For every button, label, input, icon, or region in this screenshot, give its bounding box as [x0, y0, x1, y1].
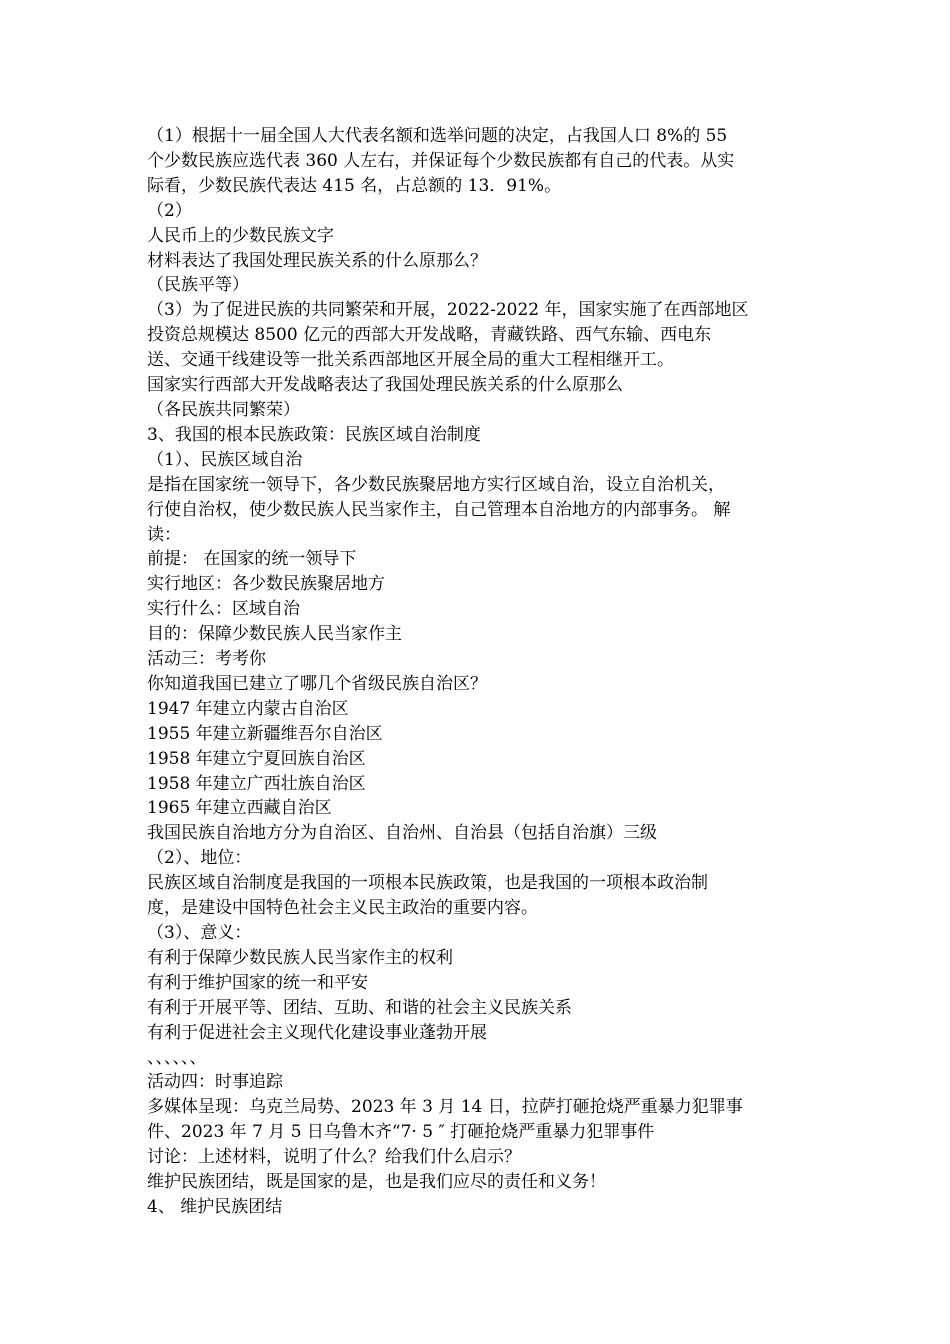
subsection-heading: （1）、民族区域自治: [147, 449, 303, 470]
list-item: 1965 年建立西藏自治区: [147, 798, 332, 819]
list-item: 有利于促进社会主义现代化建设事业蓬勃开展: [147, 1022, 487, 1043]
text-line: 讨论：上述材料，说明了什么？给我们什么启示？: [147, 1147, 521, 1168]
text-line: 个少数民族应选代表 360 人左右，并保证每个少数民族都有自己的代表。从实: [147, 150, 735, 171]
text-line: 实行什么：区域自治: [147, 599, 300, 620]
text-line: 行使自治权，使少数民族人民当家作主，自己管理本自治地方的内部事务。 解: [147, 499, 731, 520]
subsection-heading: （2）、地位：: [147, 848, 252, 869]
list-item: 有利于维护国家的统一和平安: [147, 972, 368, 993]
text-line: 多媒体呈现：乌克兰局势、2023 年 3 月 14 日，拉萨打砸抢烧严重暴力犯罪事: [147, 1097, 743, 1118]
activity-heading: 活动四：时事追踪: [147, 1072, 283, 1093]
section-heading: 3、我国的根本民族政策：民族区域自治制度: [147, 424, 481, 445]
text-line: 实行地区：各少数民族聚居地方: [147, 574, 385, 595]
text-line: 度，是建设中国特色社会主义民主政治的重要内容。: [147, 898, 538, 919]
activity-heading: 活动三：考考你: [147, 649, 266, 670]
text-line: 维护民族团结，既是国家的是，也是我们应尽的责任和义务！: [147, 1172, 606, 1193]
text-line: 是指在国家统一领导下，各少数民族聚居地方实行区域自治，设立自治机关，: [147, 474, 725, 495]
text-line: 材料表达了我国处理民族关系的什么原那么？: [147, 250, 487, 271]
document-body: [147, 124, 815, 1220]
list-item: 有利于保障少数民族人民当家作主的权利: [147, 947, 453, 968]
text-line: 前提： 在国家的统一领导下: [147, 549, 357, 570]
text-line: 目的：保障少数民族人民当家作主: [147, 624, 402, 645]
text-line: 我国民族自治地方分为自治区、自治州、自治县（包括自治旗）三级: [147, 823, 657, 844]
text-line: （1）根据十一届全国人大代表名额和选举问题的决定，占我国人口 8%的 55: [147, 126, 728, 146]
text-line: 你知道我国已建立了哪几个省级民族自治区？: [147, 673, 487, 694]
text-line: 人民币上的少数民族文字: [147, 225, 334, 246]
text-line: （民族平等）: [147, 275, 249, 296]
list-item: 1955 年建立新疆维吾尔自治区: [147, 723, 383, 744]
text-line: 民族区域自治制度是我国的一项根本民族政策，也是我国的一项根本政治制: [147, 873, 708, 894]
list-item: 1958 年建立广西壮族自治区: [147, 773, 366, 794]
text-line: 件、2023 年 7 月 5 日乌鲁木齐“7· 5 ″ 打砸抢烧严重暴力犯罪事件: [147, 1122, 655, 1143]
subsection-heading: （3）、意义：: [147, 923, 252, 943]
text-line: （2）: [147, 200, 192, 221]
text-line: 国家实行西部大开发战略表达了我国处理民族关系的什么原那么: [147, 375, 623, 396]
text-line: 读：: [147, 524, 181, 545]
list-item: 1958 年建立宁夏回族自治区: [147, 748, 366, 769]
text-line: 、、、、、、: [147, 1047, 207, 1068]
text-line: 送、交通干线建设等一批关系西部地区开展全局的重大工程相继开工。: [147, 350, 674, 371]
list-item: 有利于开展平等、团结、互助、和谐的社会主义民族关系: [147, 997, 572, 1018]
text-line: 际看，少数民族代表达 415 名，占总额的 13．91%。: [147, 175, 562, 196]
list-item: 1947 年建立内蒙古自治区: [147, 698, 349, 719]
text-line: （3）为了促进民族的共同繁荣和开展，2022-2022 年，国家实施了在西部地区: [147, 300, 749, 321]
text-line: （各民族共同繁荣）: [147, 399, 300, 420]
text-line: 投资总规模达 8500 亿元的西部大开发战略，青藏铁路、西气东输、西电东: [147, 325, 712, 346]
section-heading: 4、 维护民族团结: [147, 1196, 283, 1217]
